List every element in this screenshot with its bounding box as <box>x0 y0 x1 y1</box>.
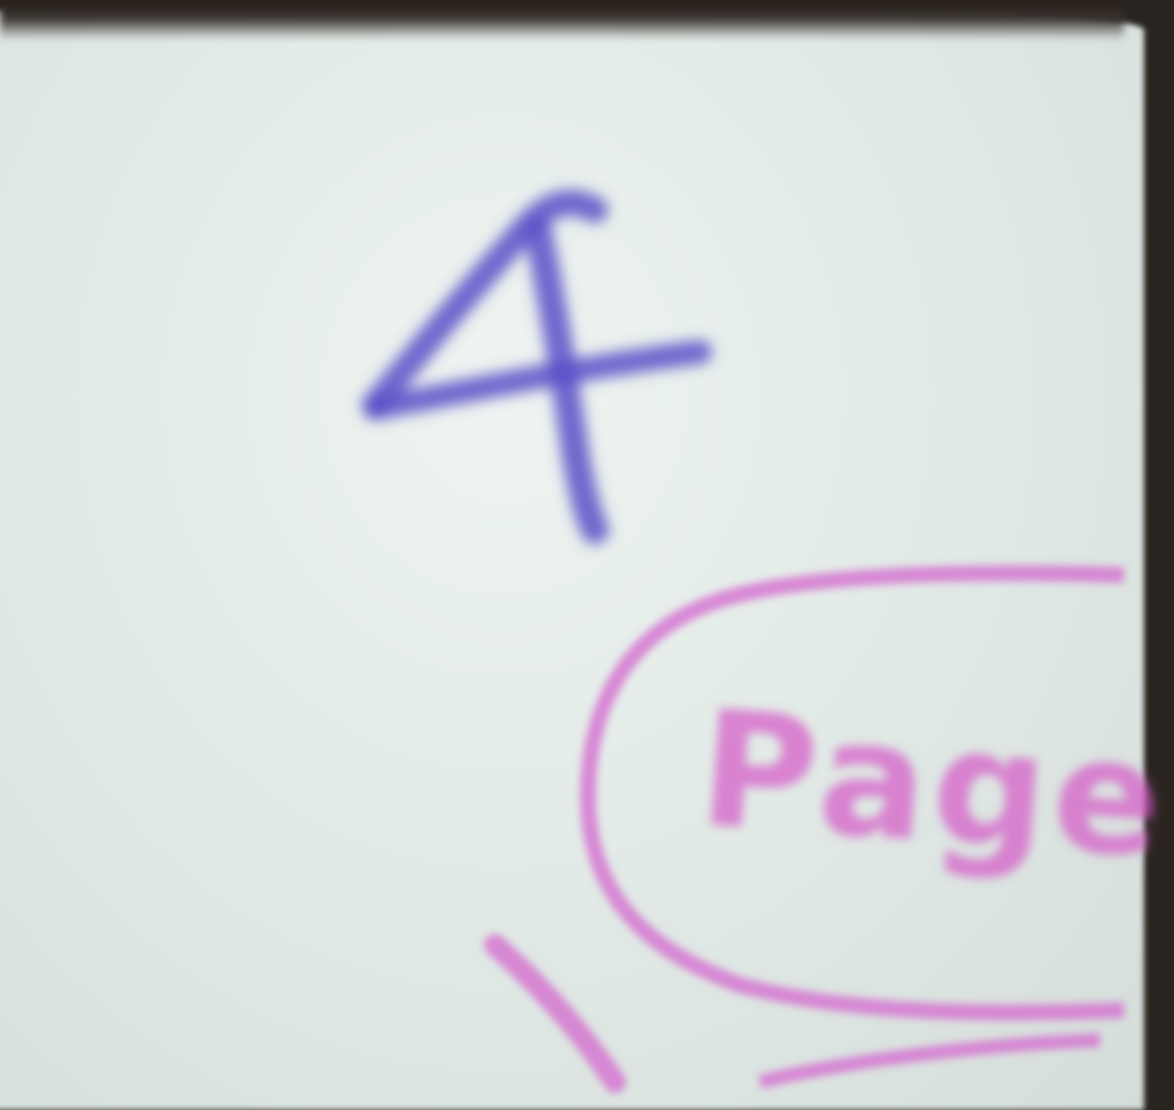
stamp-lower-mark <box>495 945 615 1082</box>
handwritten-digit-4 <box>375 203 700 530</box>
stamp-lower-arc <box>760 1040 1100 1082</box>
stamp-text: Page <box>694 674 1174 895</box>
